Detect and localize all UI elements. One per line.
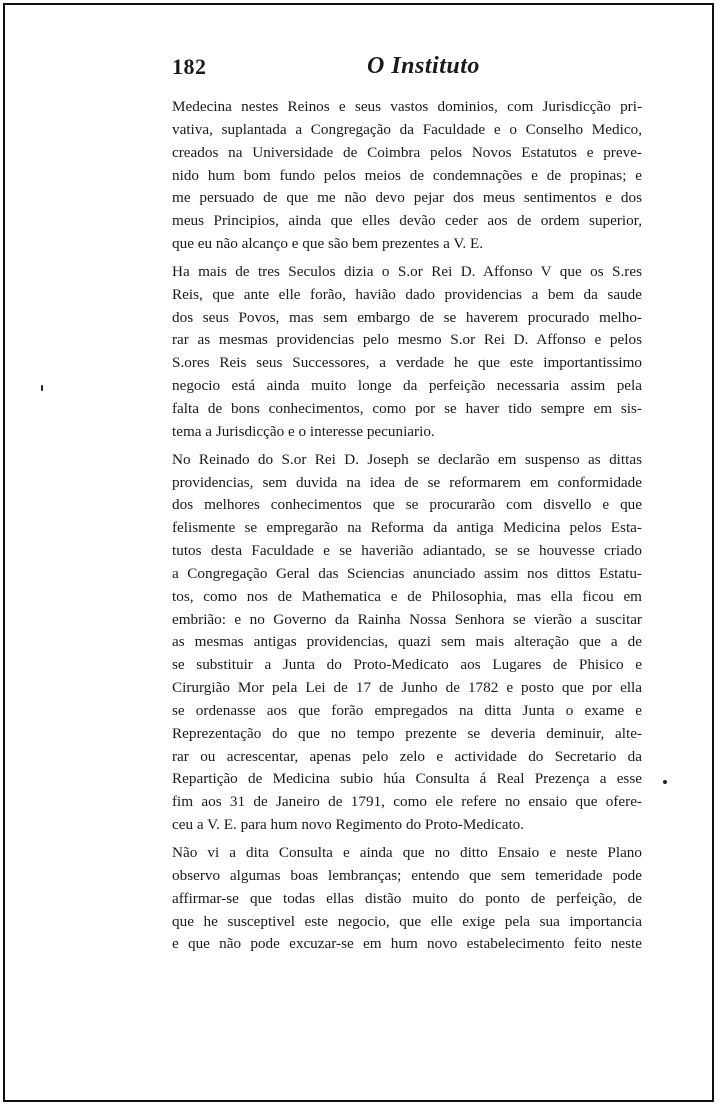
text-line: a Congregação Geral das Sciencias anunciado assim nos dittos Estatu- xyxy=(172,564,642,582)
body-text xyxy=(172,96,642,956)
text-line: se ordenasse aos que forão empregados na ditta Junta o exame e xyxy=(172,701,642,719)
text-line: Cirurgião Mor pela Lei de 17 de Junho de 1782 e posto que por ella xyxy=(172,679,642,697)
text-line: rar ou acrescentar, apenas pelo zelo e actividade do Secretario da xyxy=(172,747,642,765)
text-line: Medecina nestes Reinos e seus vastos dominios, com Jurisdicção pri- xyxy=(172,98,642,115)
text-line: providencias, sem duvida na idea de se reformarem em conformidade xyxy=(172,473,642,491)
text-line: que he susceptivel este negocio, que elle exige pela sua importancia xyxy=(172,912,642,930)
text-line: as mesmas antigas providencias, quazi sem mais alteração que a de xyxy=(172,633,642,651)
text-line: Ha mais de tres Seculos dizia o S.or Rei D. Affonso V que os S.res xyxy=(172,262,642,280)
text-line: me persuado de que me não devo pejar dos meus sentimentos e dos xyxy=(172,189,642,207)
text-line: Reprezentação do que no tempo prezente se deveria deminuir, alte- xyxy=(172,724,642,742)
text-line: dos seus Povos, mas sem embargo de se haverem procurado melho- xyxy=(172,308,642,326)
text-line: observo algumas boas lembranças; entendo que sem temeridade pode xyxy=(172,866,642,884)
text-line: negocio está ainda muito longe da perfeição necessaria assim pela xyxy=(172,377,642,395)
text-line: nido hum bom fundo pelos meios de condemnações e de propinas; e xyxy=(172,166,642,184)
text-line: falta de bons conhecimentos, como por se haver tido sempre em sis- xyxy=(172,399,642,417)
text-line: creados na Universidade de Coimbra pelos Novos Estatutos e preve- xyxy=(172,143,642,161)
text-line: embrião: e no Governo da Rainha Nossa Senhora se vierão a suscitar xyxy=(172,610,642,628)
ink-speck xyxy=(663,780,667,784)
text-line: Não vi a dita Consulta e ainda que no ditto Ensaio e neste Plano xyxy=(172,844,642,861)
text-line: dos melhores conhecimentos que se procurarão com disvello e que xyxy=(172,496,642,514)
journal-title: O Instituto xyxy=(367,53,480,79)
text-line: Repartição de Medicina subio húa Consulta á Real Prezença a esse xyxy=(172,770,642,788)
text-line: Reis, que ante elle forão, havião dado providencias a bem da saude xyxy=(172,285,642,303)
text-line: tutos desta Faculdade e se haverião adiantado, se se houvesse criado xyxy=(172,542,642,560)
text-line: rar as mesmas providencias pelo mesmo S.or Rei D. Affonso e pelos xyxy=(172,331,642,349)
text-line: meus Principios, ainda que elles devão ceder aos de ordem superior, xyxy=(172,212,642,230)
paragraph xyxy=(172,261,642,444)
text-line: affirmar-se que todas ellas distão muito do ponto de perfeição, de xyxy=(172,889,642,907)
page-number: 182 xyxy=(172,54,207,79)
text-line: e que não pode excuzar-se em hum novo estabelecimento feito neste xyxy=(172,935,642,953)
running-head xyxy=(172,54,642,84)
text-line: tema a Jurisdicção e o interesse pecuniario. xyxy=(172,422,435,440)
text-line: S.ores Reis seus Successores, a verdade he que este importantissimo xyxy=(172,354,642,372)
text-line: que eu não alcanço e que são bem prezentes a V. E. xyxy=(172,235,484,253)
text-line: felismente se empregarão na Reforma da antiga Medicina pelos Esta- xyxy=(172,519,642,537)
paragraph xyxy=(172,842,642,956)
paragraph xyxy=(172,96,642,256)
text-line: fim aos 31 de Janeiro de 1791, como ele refere no ensaio que ofere- xyxy=(172,793,642,811)
text-line: vativa, suplantada a Congregação da Faculdade e o Conselho Medico, xyxy=(172,120,642,138)
text-line: No Reinado do S.or Rei D. Joseph se declarão em suspenso as dittas xyxy=(172,450,642,468)
ink-speck xyxy=(41,385,43,391)
text-line: ceu a V. E. para hum novo Regimento do Proto-Medicato. xyxy=(172,816,525,834)
text-line: tos, como nos de Mathematica e de Philosophia, mas ella ficou em xyxy=(172,587,642,605)
paragraph xyxy=(172,449,642,837)
text-line: se substituir a Junta do Proto-Medicato aos Lugares de Phisico e xyxy=(172,656,642,674)
